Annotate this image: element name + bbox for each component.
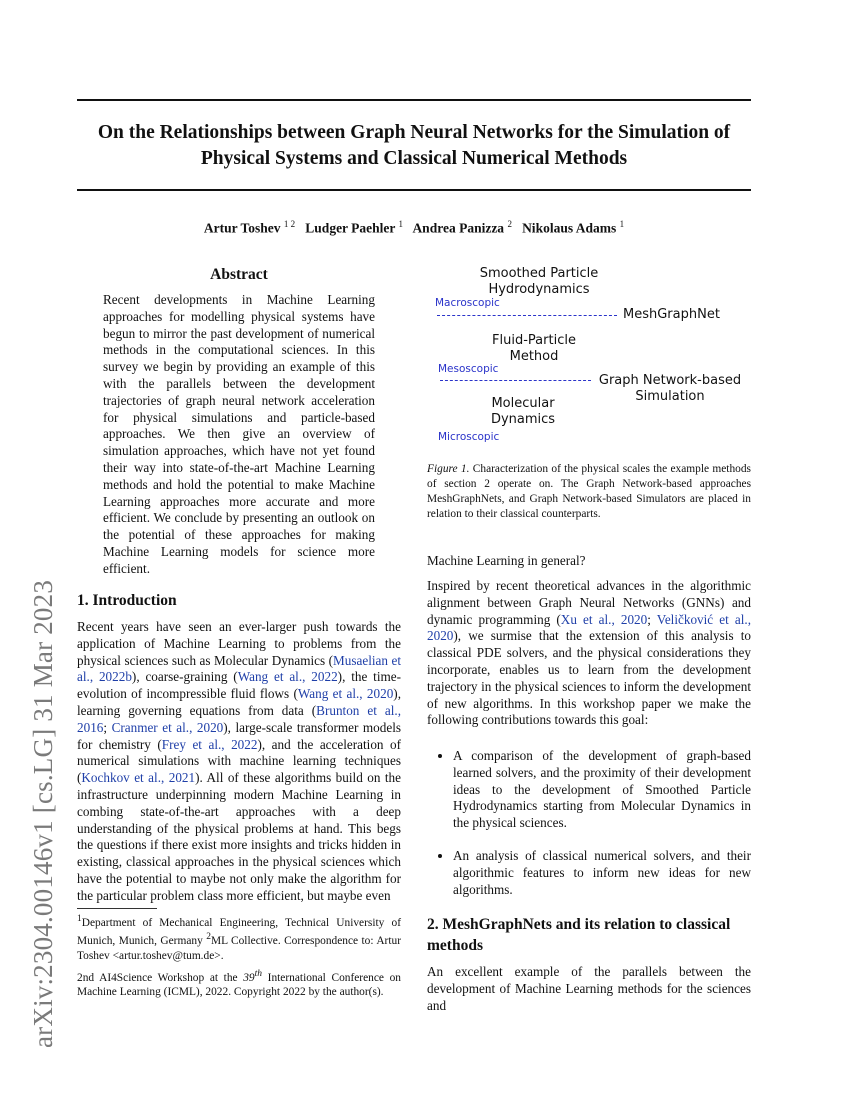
section-2-paragraph: An excellent example of the parallels between the development of Machine Learning methods for the sciences and — [427, 964, 751, 1013]
intro-text: Recent years have seen an ever-larger push towards the application of Machine Learning to problems from the physical sciences such as Molecular Dynamics ( — [77, 619, 401, 668]
section-2-heading — [427, 914, 751, 956]
citation-link[interactable]: Cranmer et al., 2020 — [111, 719, 224, 735]
footnote-mark: 1 — [77, 914, 82, 924]
author-affiliation: 1 2 — [283, 219, 296, 229]
figure-label-meshgraphnet: MeshGraphNet — [623, 307, 720, 322]
arxiv-identifier: arXiv:2304.00146v1 [cs.LG] 31 Mar 2023 — [28, 579, 58, 1048]
figure-caption — [427, 462, 751, 522]
figure-label-sph: Smoothed Particle Hydrodynamics — [479, 266, 599, 297]
figure-scale-macroscopic: Macroscopic — [435, 297, 500, 309]
paper-title — [77, 120, 751, 172]
citation-link[interactable]: Brunton et al., 2016 — [77, 702, 401, 735]
author-name: Andrea Panizza — [412, 220, 505, 236]
figure-label-fpm: Fluid-Particle Method — [492, 333, 576, 364]
figure-dashed-line-meso — [440, 380, 591, 381]
figure-label-md: Molecular Dynamics — [490, 396, 556, 427]
intro-text: ; — [103, 719, 112, 735]
intro-text: ), and the acceleration of numerical simulations with machine learning techniques ( — [77, 736, 401, 786]
author-affiliation: 1 — [619, 219, 625, 229]
figure-physical-scales — [427, 262, 751, 452]
footnote-rule — [77, 908, 157, 909]
citation-link[interactable]: Veličković et al., 2020 — [427, 611, 751, 644]
caption-label: Figure 1. — [427, 463, 470, 475]
footnote-mark: th — [254, 969, 263, 979]
title-bottom-rule — [77, 189, 751, 191]
citation-link[interactable]: Kochkov et al., 2021 — [81, 770, 196, 786]
abstract-text: Recent developments in Machine Learning approaches for modelling physical systems have begun to mirror the past development of numerical methods in the computational sciences. In this survey we begin by providing an example of this with the parallels between the development trajectories of graph neural network acceleration for physical simulations and particle-based approaches. We then give an overview of simulation approaches, which have not yet found their way into state-of-the-art Machine Learning methods and hold the potential to make Machine Learning approaches more accurate and more efficient. We conclude by presenting an outlook on the potential of these approaches for making Machine Learning models for science more efficient. — [103, 292, 375, 576]
intro-paragraph — [77, 619, 401, 905]
figure-scale-mesoscopic: Mesoscopic — [438, 363, 499, 375]
workshop-footnote — [77, 967, 401, 1000]
figure-label-gns: Graph Network-based Simulation — [598, 373, 742, 404]
author-name: Artur Toshev — [203, 220, 281, 236]
contributions-paragraph — [427, 578, 751, 729]
footnote-text: 39 — [243, 971, 255, 984]
ml-general-line: Machine Learning in general? — [427, 553, 586, 568]
affiliation-footnote — [77, 912, 401, 963]
author-name: Ludger Paehler — [305, 220, 396, 236]
footnote-mark: 2 — [206, 932, 211, 943]
body-text: ), we surmise that the extension of this analysis to classical PDE solvers, and the physical considerations they incorporate, enables us to learn from the development trajectory in the physical sciences to inform the development of new algorithms. In this workshop paper we make the following contributions towards this goal: — [427, 628, 751, 728]
caption-text: Characterization of the physical scales the example methods of section 2 operate on. The Graph Network-based approaches MeshGraphNets, and Graph Network-based Simulators are placed in relation to their classical counterparts. — [427, 463, 751, 520]
list-item: • An analysis of classical numerical solvers, and their algorithmic features to inform new ideas for new algorithms. — [453, 848, 751, 898]
body-text: Inspired by recent theoretical advances in the algorithmic alignment between Graph Neural Networks (GNNs) and dynamic programming ( — [427, 578, 751, 627]
section-2-title: 2. MeshGraphNets and its relation to classical methods — [427, 916, 731, 954]
top-rule — [77, 99, 751, 101]
footnote-text: ML Collective. Correspondence to: Artur Toshev <artur.toshev@tum.de>. — [77, 935, 401, 962]
author-name: Nikolaus Adams — [522, 220, 617, 236]
intro-text: ), coarse-graining ( — [131, 669, 238, 685]
citation-link[interactable]: Wang et al., 2020 — [297, 686, 394, 702]
intro-text: ), large-scale transformer models for chemistry ( — [77, 719, 401, 752]
author-affiliation: 1 — [398, 219, 404, 229]
citation-link[interactable]: Xu et al., 2020 — [560, 611, 648, 627]
author-list — [77, 219, 751, 237]
figure-scale-microscopic: Microscopic — [438, 431, 500, 443]
contribution-list — [427, 748, 751, 914]
abstract-heading: Abstract — [210, 266, 268, 283]
citation-link[interactable]: Wang et al., 2022 — [237, 669, 338, 685]
intro-text: ), learning governing equations from data ( — [77, 686, 401, 718]
intro-text: ), the time-evolution of incompressible fluid flows ( — [77, 669, 401, 702]
footnote-text: 2nd AI4Science Workshop at the — [77, 971, 244, 984]
list-item: • A comparison of the development of graph-based learned solvers, and the proximity of their development ideas to the development of Smoothed Particle Hydrodynamics starting from Molecular Dynamics in the physical sciences. — [453, 748, 751, 832]
footnote-text: Department of Mechanical Engineering, Technical University of Munich, Munich, Germany — [77, 916, 401, 948]
body-text: ; — [647, 611, 657, 627]
title-line-2: Physical Systems and Classical Numerical Methods — [200, 148, 628, 169]
citation-link[interactable]: Frey et al., 2022 — [161, 736, 258, 752]
figure-dashed-line-macro — [437, 315, 617, 316]
intro-text: ). All of these algorithms build on the infrastructure underpinning modern Machine Learning in combing state-of-the-art approaches with a deep understanding of the physical problems at hand. This begs the questions if there exist more insights and tricks hidden in existing, classical approaches in the physical sciences which have the potential to maybe not only make the algorithm for the particular problem class more efficient, but maybe even — [77, 770, 401, 903]
citation-link[interactable]: Musaelian et al., 2022b — [77, 652, 401, 685]
author-affiliation: 2 — [507, 219, 512, 229]
title-line-1: On the Relationships between Graph Neural Networks for the Simulation of — [97, 122, 731, 143]
footnote-text: International Conference on Machine Learning (ICML), 2022. Copyright 2022 by the author(s). — [77, 971, 401, 999]
intro-heading: 1. Introduction — [77, 592, 177, 609]
